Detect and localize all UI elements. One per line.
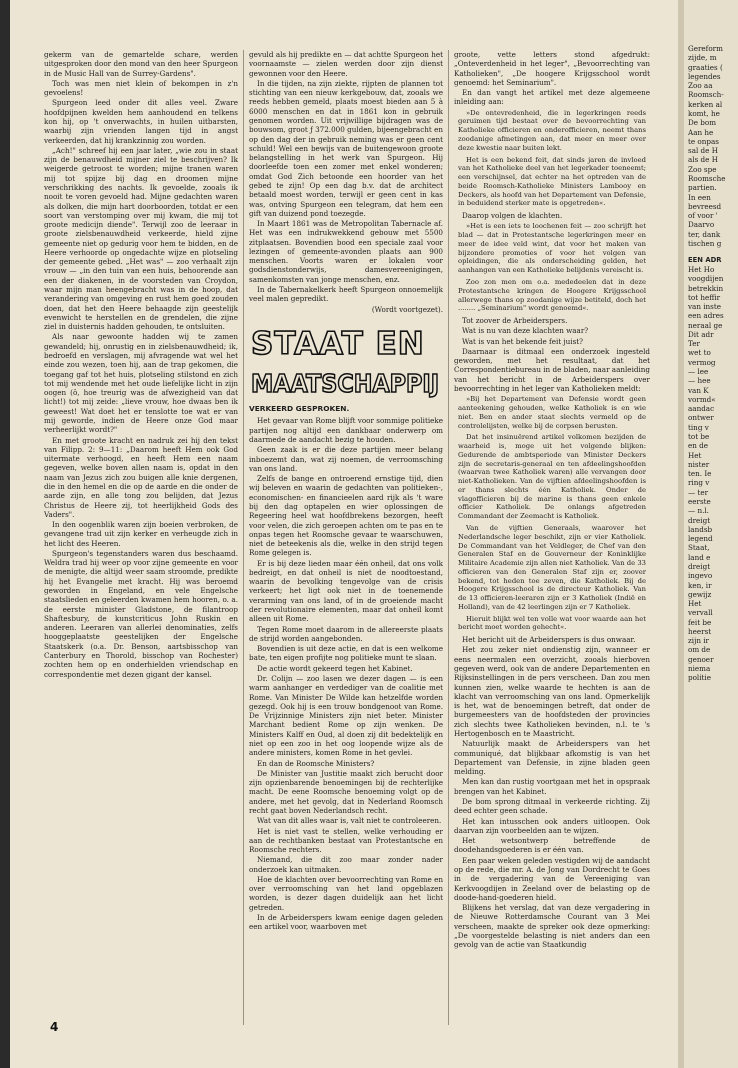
- adjacent-line: Zoo aa: [688, 81, 713, 91]
- adjacent-line: neraal ge: [688, 320, 723, 330]
- col1-paragraph: In den oogenblik waren zijn boeien verbroken, de gevangene trad uit zijn kerker en verheugde zich in het licht des Heeren.: [44, 520, 238, 548]
- column-divider: [448, 50, 449, 1025]
- col2-paragraph: Tegen Rome moet daarom in de allereerste plaats de strijd worden aangebonden.: [249, 624, 443, 643]
- col3-paragraph: Een paar weken geleden vestigden wij de aandacht op de rede, die mr. A. de Jong van Dordrecht te Goes in de vergadering van de Vereeniging van Kerkvoogdijen in Zeeland over de belasting op de doode-hand-goederen hield.: [454, 855, 650, 902]
- adjacent-line: aandac: [688, 404, 715, 414]
- adjacent-line: gewijz: [688, 589, 712, 599]
- adjacent-line: land e: [688, 552, 711, 562]
- col2-paragraph: Bovendien is uit deze actie, en dat is een welkome bate, ten eigen profijte nog politieke munt te slaan.: [249, 644, 443, 663]
- adjacent-line: om de: [688, 645, 711, 655]
- col3-paragraph: En dan vangt het artikel met deze algemeene inleiding aan:: [454, 88, 650, 107]
- col2-paragraph: gevuld als hij predikte en — dat achtte Spurgeon het voornaamste — zielen werden door zijn dienst gewonnen voor den Heere.: [249, 50, 443, 78]
- col3-paragraph: Het wetsontwerp betreffende de doodehandsgoederen is er één van.: [454, 836, 650, 855]
- adjacent-line: eerste: [688, 496, 711, 506]
- adjacent-line: Gereform: [688, 44, 723, 53]
- adjacent-line: genoer: [688, 654, 714, 664]
- col3-paragraph: De bom sprong ditmaal in verkeerde richting. Zij deed echter geen schade.: [454, 796, 650, 816]
- col2-paragraph: Er is bij deze lieden maar één onheil, dat ons volk bedreigt, en dat onheil is niet de noodtoestand, waarin de bevolking tengevolge van de crisis verkeert; het ligt ook niet in de toenemende verarming van ons land, of in de groeiende macht der revolutionaire elementen, maar dat onheil komt alleen uit Rome.: [249, 558, 443, 624]
- col2-paragraph: De Minister van Justitie maakt zich berucht door zijn opzienbarende benoemingen bij de rechterlijke macht. De eene Roomsche benoeming volgt op de andere, met het gevolg, dat in Nederland Roomsch recht gaat boven Nederlandsch recht.: [249, 768, 443, 815]
- adjacent-line: Aan he: [688, 127, 714, 137]
- adjacent-line: wet to: [688, 348, 711, 358]
- adjacent-line: — n.l.: [688, 506, 709, 516]
- adjacent-line: — lee: [688, 367, 709, 377]
- adjacent-line: vormd«: [688, 394, 716, 404]
- adjacent-line: heerst: [688, 626, 712, 636]
- adjacent-line: als de H: [688, 155, 718, 165]
- adjacent-line: nister: [688, 459, 710, 469]
- col2-paragraph: De actie wordt gekeerd tegen het Kabinet.: [257, 663, 413, 673]
- adjacent-line: partien.: [688, 183, 717, 193]
- adjacent-line: Roomsch-: [688, 90, 724, 100]
- adjacent-line: vermog: [688, 357, 716, 367]
- col2-paragraph: In die tijden, na zijn ziekte, rijpten de plannen tot stichting van een nieuw kerkgebouw, dat, zooals we reeds hebben gemeld, plaats moest bieden aan 5 à 6000 menschen en dat in 1861 kon in gebruik genomen worden. Uit vrijwillige bijdragen was de bouwsom, groot ƒ 372.000 gulden, bijeengebracht en op den dag der in gebruik neming was er geen cent schuld! Wel een bewijs van de buitengewoon groote belangstelling in het werk van Spurgeon. Hij doorleefde toen een zomer met enkel wonderen; omdat God Zich betoonde een hoorder van het gebed te zijn! Op een dag b.v. dat de architect betaald moest worden, terwijl er geen cent in kas was, ontving Spurgeon een telegram, dat hem een gift van duizend pond toezegde.: [249, 78, 443, 218]
- adjacent-line: In een: [688, 192, 711, 202]
- adjacent-line: te onpas: [688, 136, 719, 146]
- adjacent-line: komt, he: [688, 108, 720, 118]
- column-1: [44, 50, 238, 1020]
- quoted-paragraph: »Het is een iets te loochenen feit — zoo schrijft het blad — dat in Protestantsche legerkringen meer en meer de idee veld wint, dat voor het maken van bijzondere promoties of voor het volgen van opleidingen, die als onderscheiding gelden, het aanhangen van een Katholieke belijdenis vereischt is.: [458, 222, 646, 275]
- section-title-line1: STAAT EN: [251, 325, 425, 362]
- col3-paragraph: Het bericht uit de Arbeiderspers is dus onwaar.: [462, 635, 636, 645]
- adjacent-line: tot be: [688, 432, 710, 442]
- col2-paragraph: Het gevaar van Rome blijft voor sommige politieke partijen nog altijd een dankbaar onderwerp om daarmede de aandacht bezig te houden.: [249, 416, 443, 444]
- adjacent-line: ken, ir: [688, 580, 712, 590]
- col2-paragraph: In de Tabernakelkerk heeft Spurgeon onnoemelijk veel malen gepredikt.: [249, 285, 443, 304]
- col3-paragraph: Daarop volgen de klachten.: [462, 211, 563, 221]
- adjacent-line: dreigt: [688, 515, 711, 525]
- col3-paragraph: groote, vette letters stond afgedrukt: „Onteverdenheid in het leger", „Bevoorrechting van Katholieken", „De hoogere Krijgsschool wordt genoemd: het Seminarium".: [454, 50, 650, 87]
- section-title-line2: MAATSCHAPPIJ: [251, 368, 439, 398]
- adjacent-line: Dit adr: [688, 329, 714, 339]
- adjacent-line: niema: [688, 664, 711, 674]
- adjacent-line: sal de H: [688, 146, 718, 156]
- adjacent-line: voogdijen: [688, 274, 724, 284]
- col3-paragraph: Het zou zeker niet ondienstig zijn, wanneer er eens neermalen een overzicht, zooals hierboven gegeven werd, ook van de andere Departementen en Rijksinstellingen in de pers verscheen. Dan zou men kunnen zien, welke waarde te hechten is aan de klacht van verroomsching van ons land. Opmerkelijk is het, wat de benoemingen betreft, dat onder de burgemeesters van de hoofdsteden der provincies zich slechts twee Katholieken bevinden, n.l. te 's Hertogenbosch en te Maastricht.: [454, 645, 650, 739]
- to-be-continued: (Wordt voortgezet).: [371, 304, 443, 314]
- col3-paragraph: Tot zoover de Arbeiderspers.: [462, 316, 568, 326]
- col3-paragraph: Men kan dan rustig voortgaan met het in opspraak brengen van het Kabinet.: [454, 777, 650, 796]
- adjacent-line: ter, dank: [688, 229, 721, 239]
- adjacent-line: Daarvo: [688, 220, 715, 230]
- col1-paragraph: Toch was men niet klein of bekompen in z'n gevoelens!: [44, 78, 238, 98]
- adjacent-line: betrekkin: [688, 283, 724, 293]
- adjacent-line: — hee: [688, 376, 711, 386]
- section-header-graphic: [249, 320, 443, 400]
- col2-paragraph: Wat van dit alles waar is, valt niet te controleeren.: [257, 816, 442, 826]
- quoted-paragraph: Het is een bekend feit, dat sinds jaren de invloed van het Katholieke deel van het legerkader toeneemt; een verschijnsel, dat echter na het optreden van de beide Roomsch-Katholieke Ministers Lambooy en Deckers, als hoofd van het Departement van Defensie, in beduidend sterker mate is opgetreden«.: [458, 155, 646, 208]
- column-2: [249, 50, 443, 1040]
- adjacent-line: Ter: [688, 339, 700, 349]
- section-header-staat-en-maatschappij: [249, 320, 443, 400]
- article-subhead: VERKEERD GESPROKEN.: [249, 403, 350, 413]
- col1-paragraph: „Ach!" schreef hij een jaar later, „wie zou in staat zijn de benauwdheid mijner ziel te beschrijven? Ik weigerde getroost te worden; mijne tranen waren mij tot spijze bij dag en droomen mijne verschrikking des nachts. Ik gevoelde, zooals ik nooit te voren gevoeld had. Mijne gedachten waren als dolken, die mijn hart doorboorden, totdat er een soort van verstomping over mij kwam, die mij tot groote medicijn diende". Terwijl zoo de leeraar in groote zielsbenauwdheid verkeerde, hield zijne gemeente niet op gedurig voor hem te bidden, en de Heere verhoorde op ongedachte wijze en plotseling der gemeente gebed. „Het was" — zoo verhaalt zijn vrouw — „in den tuin van een huis, behoorende aan een der diakenen, in de voorsteden van Croydon, waar mijn man heengebracht was in de hoop, dat verandering van omgeving en rust hem goed zouden doen, dat het den Heere behaagde zijn geestelijk evenwicht te herstellen en de grendelen, die zijne ziel in duisternis hadden gehouden, te ontsluiten.: [44, 145, 238, 332]
- adjacent-page-fragment: [684, 0, 738, 1068]
- col2-paragraph: En dan de Roomsche Ministers?: [257, 758, 375, 768]
- col3-paragraph: Wat is nu van deze klachten waar?: [462, 326, 589, 336]
- col3-paragraph: Daarnaar is ditmaal een onderzoek ingesteld geworden, met het resultaat, dat het Correspondentiebureau in de bladen, naar aanleiding van het bericht in de Arbeiderspers over bevoorrechting in het leger van Katholieken meldt:: [454, 346, 650, 394]
- adjacent-line: of voor ': [688, 211, 718, 221]
- adjacent-line: Zoo spe: [688, 164, 717, 174]
- quoted-paragraph: »De ontevredenheid, die in legerkringen reeds geruimen tijd bestaat over de bevoorrechting van Katholieke officieren en onderofficieren, neemt thans zoodanige afmetingen aan, dat meer en meer over deze kwestie naar buiten lekt.: [458, 108, 646, 152]
- col1-paragraph: En met groote kracht en nadruk zei hij den tekst van Filipp. 2: 9—11: „Daarom heeft Hem ook God uitermate verhoogd, en heeft Hem een naam gegeven, welke boven allen naam is, opdat in den naam van Jezus zich zou buigen alle knie dergenen, die in den hemel en die op de aarde en die onder de aarde zijn, en alle tong zou belijden, dat Jezus Christus de Heere zij, tot heerlijkheid Gods des Vaders".: [44, 435, 238, 519]
- adjacent-heading: EEN ADR: [688, 256, 722, 265]
- adjacent-line: legendes: [688, 71, 721, 81]
- page-number: 4: [50, 1020, 59, 1034]
- adjacent-line: tot heffir: [688, 292, 721, 302]
- col1-paragraph: Als naar gewoonte hadden wij te zamen gewandeld; hij, onrustig en in zielsbenauwdheid; ik, bedroefd en verslagen, mij afvragende wat wel het einde zou wezen, toen hij, aan de trap gekomen, die toegang gaf tot het huis, plotseling stilstond en zich tot mij wendende met het oude liefelijke licht in zijn oogen (ô, hoe treurig was de afwezigheid van dat licht!) tot mij zeide: „lieve vrouw, hoe dwaas ben ik geweest! Wat doet het er tenslotte toe wat er van mij geworde, indien de Heere onze God maar verheerlijkt wordt?": [44, 332, 238, 435]
- adjacent-line: landsb: [688, 524, 713, 534]
- adjacent-line: van K: [688, 385, 709, 395]
- col2-paragraph: Zelfs de bange en ontroerend ernstige tijd, dien wij beleven en waarin de gedachten van politieken-, economischen- en financieelen aard rijk als 't ware bij den dag optapelen en wier oplossingen de Regeering heel wat hoofdbrekens bezorgen, heeft voor velen, die zich geroepen achten om te pas en te onpas tegen het Roomsche gevaar te waarschuwen, niet de beteekenis als die, welke in den strijd tegen Rome gelegen is.: [249, 474, 443, 558]
- adjacent-line: zijde, m: [688, 53, 717, 63]
- col1-paragraph: gekerm van de gemartelde schare, werden uitgesproken door den mond van den heer Spurgeon in de Music Hall van de Surrey-Gardens".: [44, 50, 238, 78]
- col1-paragraph: Spurgeon's tegenstanders waren dus beschaamd. Weldra trad hij weer op voor zijne gemeente en voor de menigte, die altijd weer saam stroomde, predikte hij het Evangelie met kracht. Hij was beroemd geworden in Engeland, en vele Engelsche staatslieden en geleerden kwamen hem hooren, o. a. de eerste minister Gladstone, de filantroop Shaftesbury, de kunstcriticus John Ruskin en anderen. Leeraren van allerlei denominaties, zelfs hooggeplaatste geestelijken der Engelsche Staatskerk (o.a. Dr. Benson, aartsbisschop van Canterbury en Thorold, bisschop van Rochester) zochten hem op en onderhielden vriendschap en correspondentie met dezen gigant der kansel.: [44, 548, 238, 679]
- adjacent-line: ting v: [688, 422, 709, 432]
- col2-paragraph: Hoe de klachten over bevoorrechting van Rome en over verroomsching van het land opgeblazen worden, is dezer dagen duidelijk aan het licht getreden.: [249, 874, 443, 912]
- adjacent-line: ingevo: [688, 571, 713, 581]
- quoted-paragraph: »Bij het Departement van Defensie wordt geen aanteekening gehouden, welke Katholiek is en wie niet. Ben en ander staat slechts vermeld op de controlelijsten, welke bij de corpsen berusten.: [458, 395, 646, 430]
- adjacent-line: legend: [688, 534, 713, 544]
- adjacent-line: van inste: [688, 302, 722, 312]
- col3-paragraph: Het kan intusschen ook anders uitloopen. Ook daarvan zijn voorbeelden aan te wijzen.: [454, 816, 650, 835]
- quoted-paragraph: Hieruit blijkt wel ten volle wat voor waarde aan het bericht moet worden gehecht«.: [458, 614, 646, 632]
- col3-paragraph: Natuurlijk maakt de Arbeiderspers van het communiqué, dat blijkbaar afkomstig is van het Departement van Defensie, in zijne bladen geen melding.: [454, 739, 650, 777]
- col2-paragraph: Dr. Colijn — zoo lasen we dezer dagen — is een warm aanhanger en verdediger van de coalitie met Rome. Van Minister De Wilde kan hetzelfde worden gezegd. Ook hij is een trouw bondgenoot van Rome. De Vrijzinnige Ministers zijn niet beter. Minister Marchant bedient Rome op zijn wenken. De Ministers Kalff en Oud, al doen zij dit bedektelijk en niet op een zoo in het oog loopende wijze als de andere ministers, komen Rome in het gevlei.: [249, 674, 443, 758]
- column-3: [454, 50, 650, 1040]
- adjacent-line: dreigt: [688, 561, 711, 571]
- quoted-paragraph: Dat het insinuërend artikel volkomen bezijden de waarheid is, moge uit het volgende blijken: Gedurende de ambtsperiode van Minister Deckers zijn de secretaris-generaal en ten afdeelingshoofden (waarvan twee Katholiek waren) alle vervangen door niet-Katholieken. Van de vijftien afdeelingshoofden is er thans slechts één Katholiek. Onder de vlagofficieren bij de marine is thans geen enkele officier Katholiek. De onlangs afgetreden Commandant der Zeemacht is Katholiek.: [458, 433, 646, 521]
- adjacent-line: — ter: [688, 487, 709, 497]
- adjacent-line: Roomsche: [688, 173, 726, 183]
- adjacent-line: ring v: [688, 478, 710, 488]
- adjacent-line: en de: [688, 441, 709, 451]
- adjacent-line: vervall: [688, 608, 713, 618]
- col2-paragraph: Het is niet vast te stellen, welke verhouding er aan de rechtbanken bestaat van Protestantsche en Roomsche rechters.: [249, 826, 443, 855]
- adjacent-line: kerken al: [688, 99, 723, 109]
- quoted-paragraph: Zoo zon men om o.a. mededeelen dat in deze Protestantsche kringen de Hoogere Krijgsschool allerwege thans op zoodanige wijze betiteld, doch het ........ „Seminarium" wordt genoemd«.: [458, 277, 646, 313]
- col2-paragraph: Niemand, die dit zoo maar zonder nader onderzoek kan uitmaken.: [249, 855, 443, 874]
- col2-paragraph: Geen zaak is er die deze partijen meer belang inboezemt dan, wat zij noemen, de verroomsching van ons land.: [249, 445, 443, 473]
- adjacent-line: zijn ir: [688, 636, 709, 646]
- column-divider: [243, 50, 244, 1025]
- col2-paragraph: In Maart 1861 was de Metropolitan Tabernacle af. Het was een indrukwekkend gebouw met 5500 zitplaatsen. Bovendien bood een speciale zaal voor lezingen of gemeente-avonden plaats aan 900 menschen. Voorts waren er lokalen voor godsdienstonderwijs, damesvereenigingen, samenkomsten van jonge menschen, enz.: [249, 219, 443, 284]
- adjacent-line: De bom: [688, 118, 717, 128]
- adjacent-line: graaties (: [688, 62, 723, 72]
- adjacent-page-text: [688, 44, 736, 683]
- col1-paragraph: Spurgeon leed onder dit alles veel. Zware hoofdpijnen kwelden hem aanhoudend en telkens kon hij, op 't onverwachts, in huilen uitbarsten, waarbij zijn vrienden langen tijd in angst verkeerden, dat hij krankzinnig zou worden.: [44, 98, 238, 145]
- adjacent-line: feit be: [688, 617, 712, 627]
- adjacent-line: tischen g: [688, 238, 722, 248]
- adjacent-line: Het: [688, 450, 702, 460]
- col2-paragraph: In de Arbeiderspers kwam eenige dagen geleden een artikel voor, waarboven met: [249, 913, 443, 932]
- adjacent-line: Staat,: [688, 543, 710, 553]
- adjacent-line: ontwer: [688, 413, 714, 423]
- newspaper-page: [10, 0, 678, 1068]
- col3-paragraph: Wat is van het bekende feit juist?: [462, 336, 584, 346]
- adjacent-line: ten. Ie: [688, 469, 712, 479]
- adjacent-line: politie: [688, 673, 711, 683]
- quoted-paragraph: Van de vijftien Generaals, waarover het Nederlandsche leger beschikt, zijn er vier Katholiek. De Commandant van het Veldleger, de Chef van den Generalen Staf en de Gouverneur der Koninklijke Militaire Academie zijn allen niet Katholiek. Van de 33 officieren van den Generalen Staf zijn er, zoover bekend, tot heden toe zeven, die Katholiek. Bij de Hoogere Krijgsschool is de directeur Katholiek. Van de 13 officieren-leeraren zijn er 3 Katholiek (Indië en Holland), van de 42 leerlingen zijn er 7 Katholiek.: [458, 524, 646, 611]
- adjacent-line: Het: [688, 599, 702, 609]
- adjacent-line: bevreesd: [688, 201, 722, 211]
- adjacent-line: Het Ho: [688, 264, 715, 274]
- col3-paragraph: Blijkens het verslag, dat van deze vergadering in de Nieuwe Rotterdamsche Courant van 3 Mei verscheen, maakte de spreker ook deze opmerking: „De voorgestelde belasting is niet anders dan een gevolg van de actie van Staatkundig: [454, 903, 650, 950]
- adjacent-line: een adres: [688, 311, 724, 321]
